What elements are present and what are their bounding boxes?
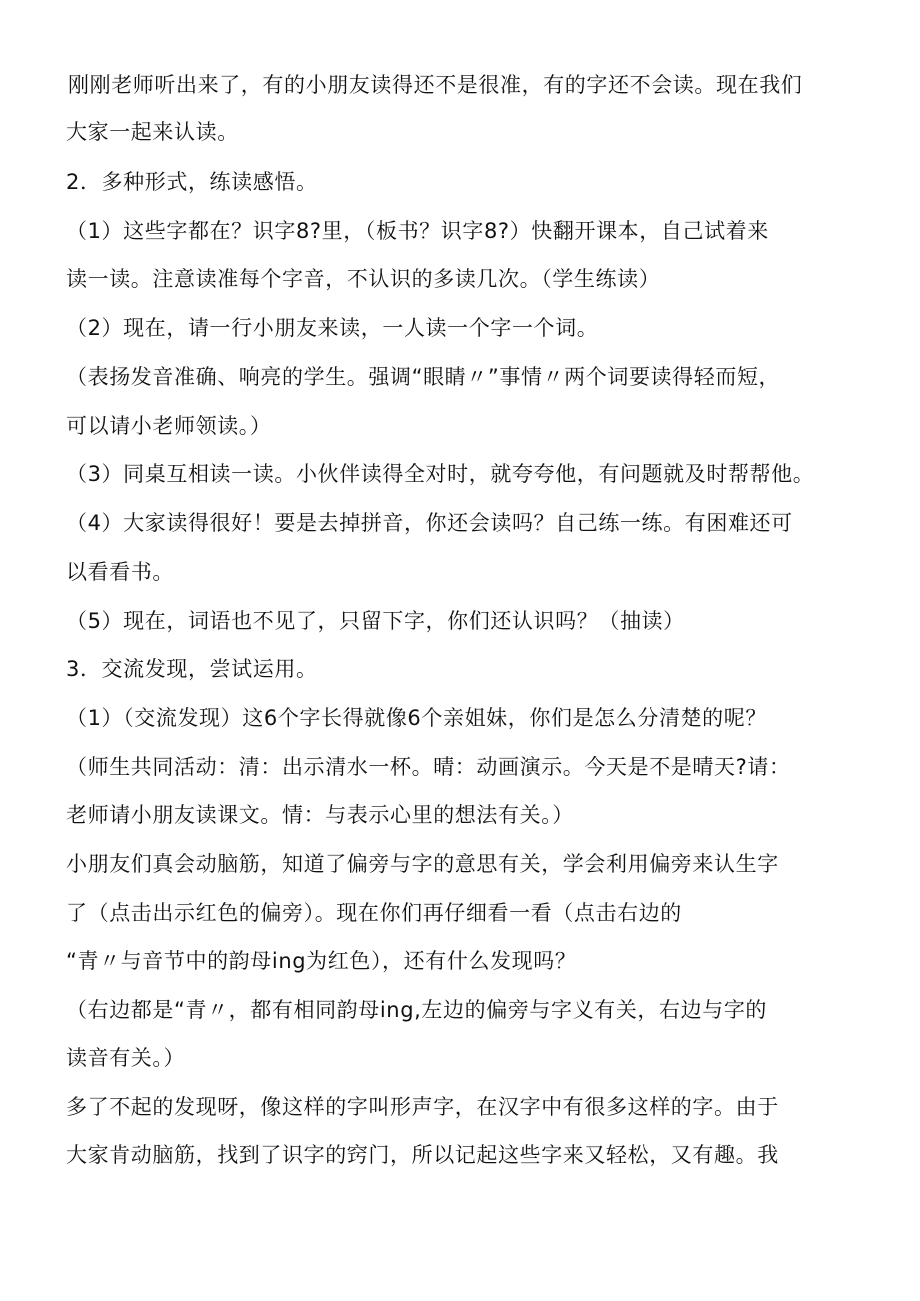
text-line: 读一读。注意读准每个字音，不认识的多读几次。（学生练读）: [66, 267, 661, 291]
text-line: （2）现在，请一行小朋友来读，一人读一个字一个词。: [66, 316, 599, 340]
text-line: （1）（交流发现）这6个字长得就像6个亲姐妹，你们是怎么分清楚的呢？: [66, 706, 767, 730]
text-line: （表扬发音准确、响亮的学生。强调“眼睛〃”事情〃两个词要读得轻而短，: [66, 365, 781, 389]
text-line: （师生共同活动：清：出示清水一杯。晴：动画演示。今天是不是晴天?请：: [66, 755, 791, 779]
text-line: （1）这些字都在？识字8?里，（板书？识字8?）快翻开课本，自己试着来: [66, 219, 769, 243]
text-line: 小朋友们真会动脑筋，知道了偏旁与字的意思有关，学会利用偏旁来认生字: [66, 852, 779, 876]
text-line: （3）同桌互相读一读。小伙伴读得全对时，就夸夸他，有问题就及时帮帮他。: [66, 462, 815, 486]
text-line: 刚刚老师听出来了，有的小朋友读得还不是很准，有的字还不会读。现在我们: [68, 73, 803, 97]
text-line: 以看看书。: [66, 560, 174, 584]
text-line: 读音有关。）: [66, 1046, 186, 1070]
text-line: 了（点击出示红色的偏旁）。现在你们再仔细看一看（点击右边的: [66, 901, 682, 925]
text-line: 大家肯动脑筋，找到了识字的窍门，所以记起这些字来又轻松，又有趣。我: [66, 1143, 779, 1167]
text-line: （4）大家读得很好！要是去掉拼音，你还会读吗？自己练一练。有困难还可: [66, 511, 793, 535]
text-line: 2．多种形式，练读感悟。: [66, 170, 318, 194]
text-line: “青〃与音节中的韵母ing为红色），还有什么发现吗？: [66, 949, 577, 973]
text-line: （5）现在，词语也不见了，只留下字，你们还认识吗？（抽读）: [66, 609, 685, 633]
text-line: 3．交流发现，尝试运用。: [66, 657, 318, 681]
text-line: 大家一起来认读。: [66, 120, 239, 144]
text-line: 老师请小朋友读课文。情：与表示心里的想法有关。）: [66, 803, 574, 827]
text-line: （右边都是“青〃，都有相同韵母ing,左边的偏旁与字义有关，右边与字的: [66, 998, 768, 1022]
text-line: 多了不起的发现呀，像这样的字叫形声字，在汉字中有很多这样的字。由于: [66, 1095, 779, 1119]
text-line: 可以请小老师领读。）: [66, 414, 272, 438]
